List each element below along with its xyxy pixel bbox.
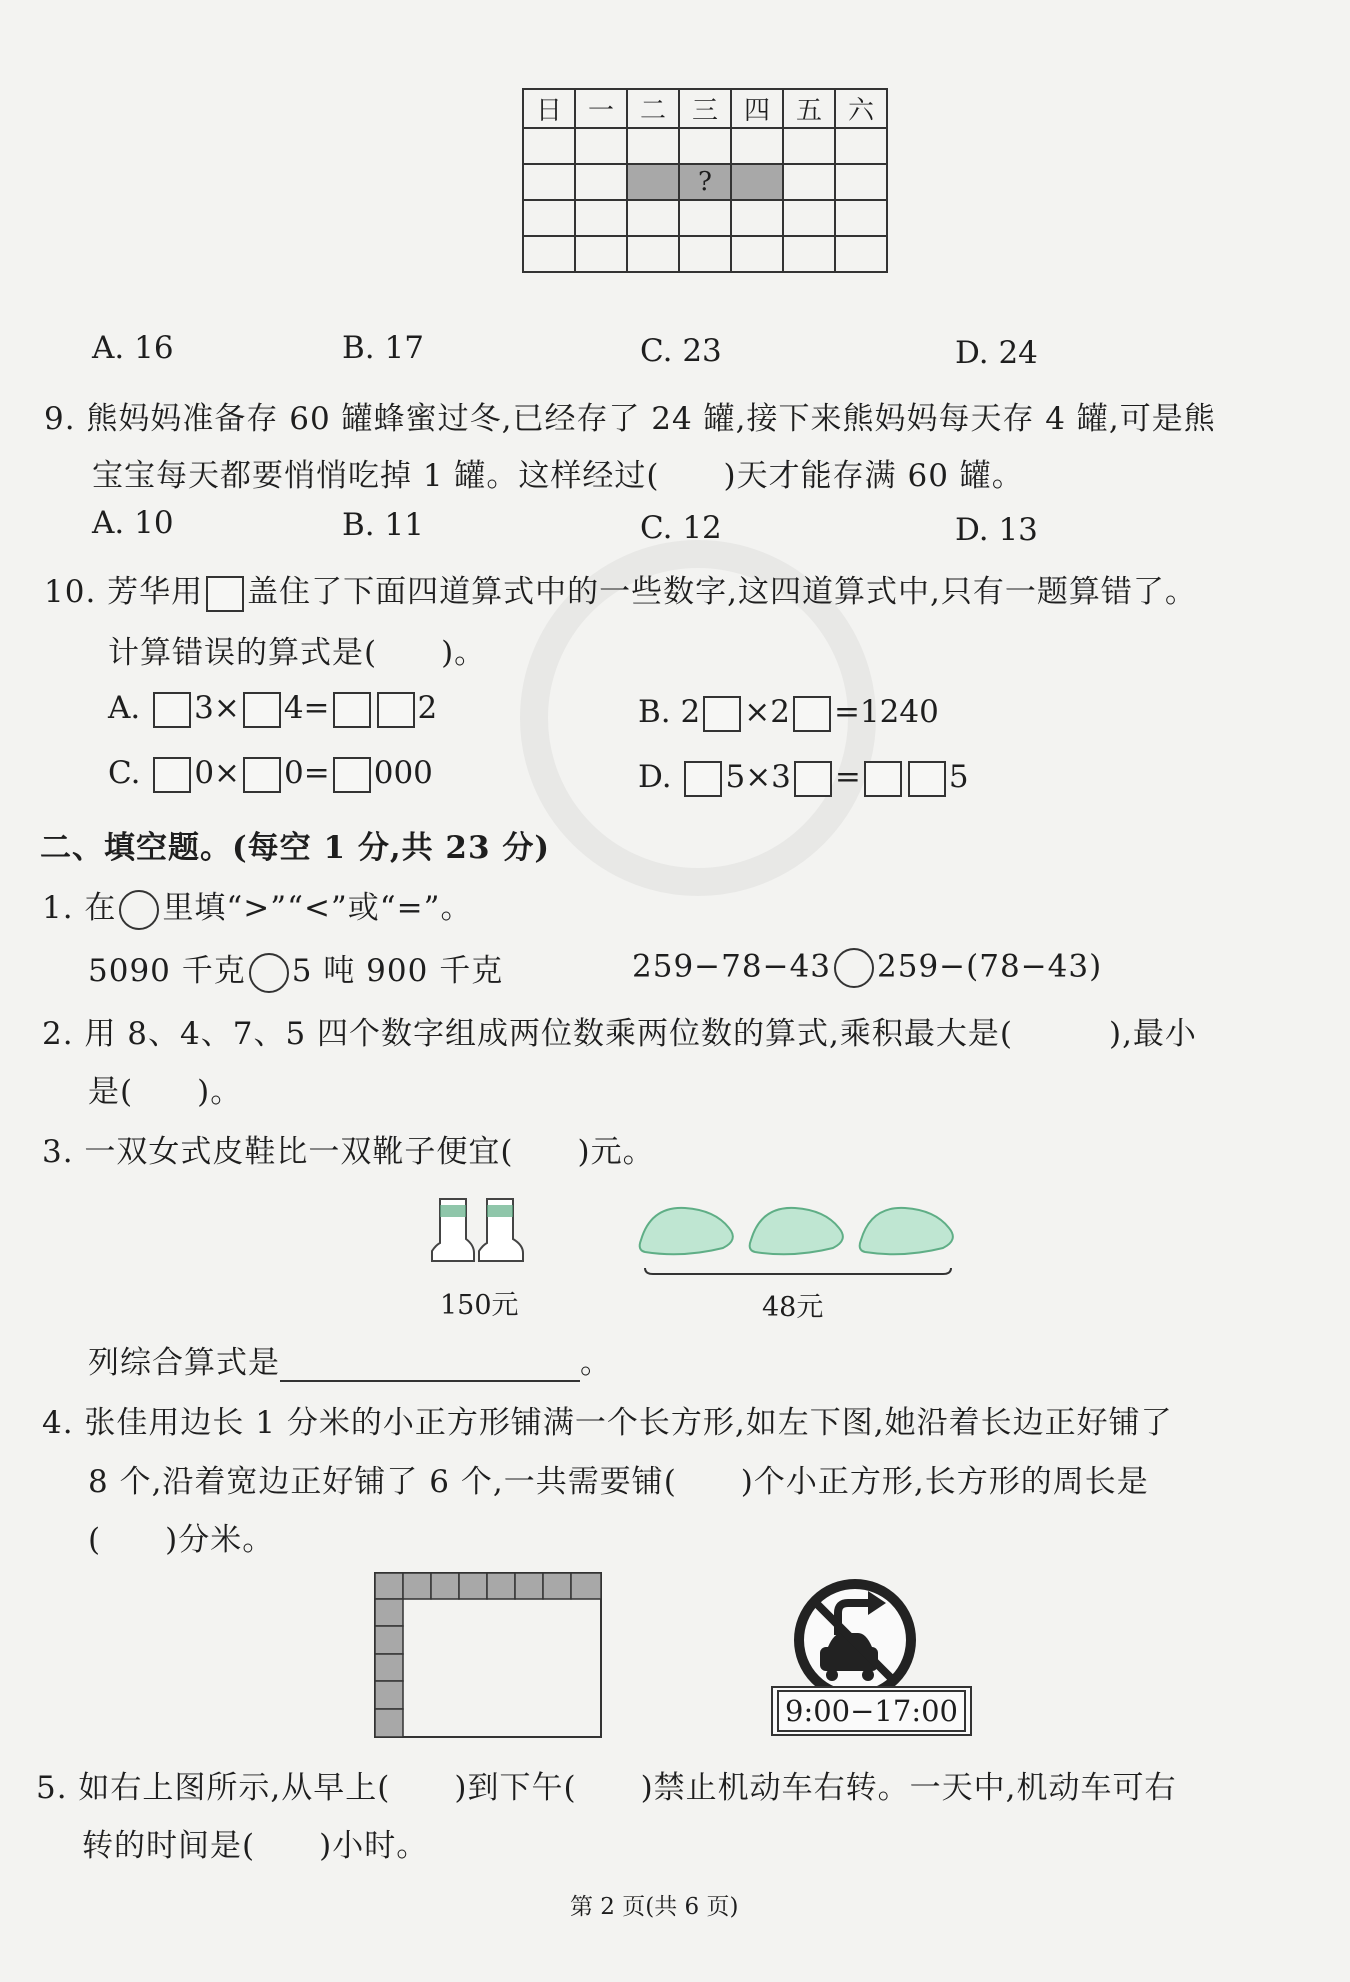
q10-option-c: C. 0× 0= 000 [108,755,433,791]
cover-box [333,757,371,793]
q8-option-d: D. 24 [955,335,1038,371]
f1-right: 259−78−43 259−(78−43) [632,948,1102,988]
cover-box [153,692,191,728]
calendar-header: 四 [731,89,783,128]
q10-line2: 计算错误的算式是( )。 [108,635,487,671]
f3-line1: 3. 一双女式皮鞋比一双靴子便宜( )元。 [42,1134,655,1170]
page-footer: 第 2 页(共 6 页) [570,1894,739,1920]
compare-circle [249,953,289,993]
compare-circle [834,948,874,988]
cover-box [864,761,902,797]
section2-title: 二、填空题。(每空 1 分,共 23 分) [40,830,551,866]
q9-option-c: C. 12 [640,510,722,546]
cover-box [153,757,191,793]
sign-time-plate [771,1686,972,1736]
f4-line1: 4. 张佳用边长 1 分米的小正方形铺满一个长方形,如左下图,她沿着长边正好铺了 [42,1405,1173,1441]
calendar-header: 日 [523,89,575,128]
cover-box [703,696,741,732]
q9-option-d: D. 13 [955,512,1038,548]
cover-box [793,696,831,732]
answer-blank [280,1350,580,1382]
cover-box [684,761,722,797]
calendar-header: 二 [627,89,679,128]
q8-option-a: A. 16 [92,330,174,366]
cover-box [206,576,244,612]
q9-option-a: A. 10 [92,505,174,541]
compare-circle [119,890,159,930]
q9-line1: 9. 熊妈妈准备存 60 罐蜂蜜过冬,已经存了 24 罐,接下来熊妈妈每天存 4 罐,可是熊 [44,401,1216,437]
cover-box [908,761,946,797]
q8-option-b: B. 17 [342,330,424,366]
calendar-header: 一 [575,89,627,128]
q9-line2: 宝宝每天都要悄悄吃掉 1 罐。这样经过( )天才能存满 60 罐。 [92,458,1024,494]
q10-option-b: B. 2 ×2 =1240 [638,694,939,730]
calendar-header: 六 [835,89,887,128]
cover-box [333,692,371,728]
f4-line2: 8 个,沿着宽边正好铺了 6 个,一共需要铺( )个小正方形,长方形的周长是 [88,1464,1149,1500]
f1-line1: 1. 在 里填“>”“<”或“=”。 [42,882,472,930]
shoes-icon [635,1190,965,1275]
calendar-header: 五 [783,89,835,128]
f3-formula: 列综合算式是 。 [88,1345,612,1381]
f2-line1: 2. 用 8、4、7、5 四个数字组成两位数乘两位数的算式,乘积最大是( ),最小 [42,1016,1197,1052]
calendar-grid [522,88,888,273]
calendar-header: 三 [679,89,731,128]
boots-icon [425,1195,535,1267]
f4-line3: ( )分米。 [88,1522,275,1558]
cover-box [243,692,281,728]
shoes-price: 48元 [762,1292,824,1323]
f1-left: 5090 千克 5 吨 900 千克 [88,945,503,993]
cover-box [377,692,415,728]
cover-box [794,761,832,797]
cover-box [243,757,281,793]
sign-time: 9:00−17:00 [777,1690,966,1732]
q9-option-b: B. 11 [342,507,424,543]
f5-line2: 转的时间是( )小时。 [82,1828,429,1864]
calendar-question-cell: ? [679,164,731,200]
q10-option-a: A. 3× 4= 2 [108,690,438,726]
q8-option-c: C. 23 [640,333,722,369]
boots-price: 150元 [440,1290,519,1321]
q10-line1: 10. 芳华用 盖住了下面四道算式中的一些数字,这四道算式中,只有一题算错了。 [44,574,1197,610]
q10-option-d: D. 5×3 = 5 [638,759,969,795]
f5-line1: 5. 如右上图所示,从早上( )到下午( )禁止机动车右转。一天中,机动车可右 [36,1770,1177,1806]
f2-line2: 是( )。 [88,1074,243,1110]
rectangle-tiling-figure [374,1572,604,1740]
